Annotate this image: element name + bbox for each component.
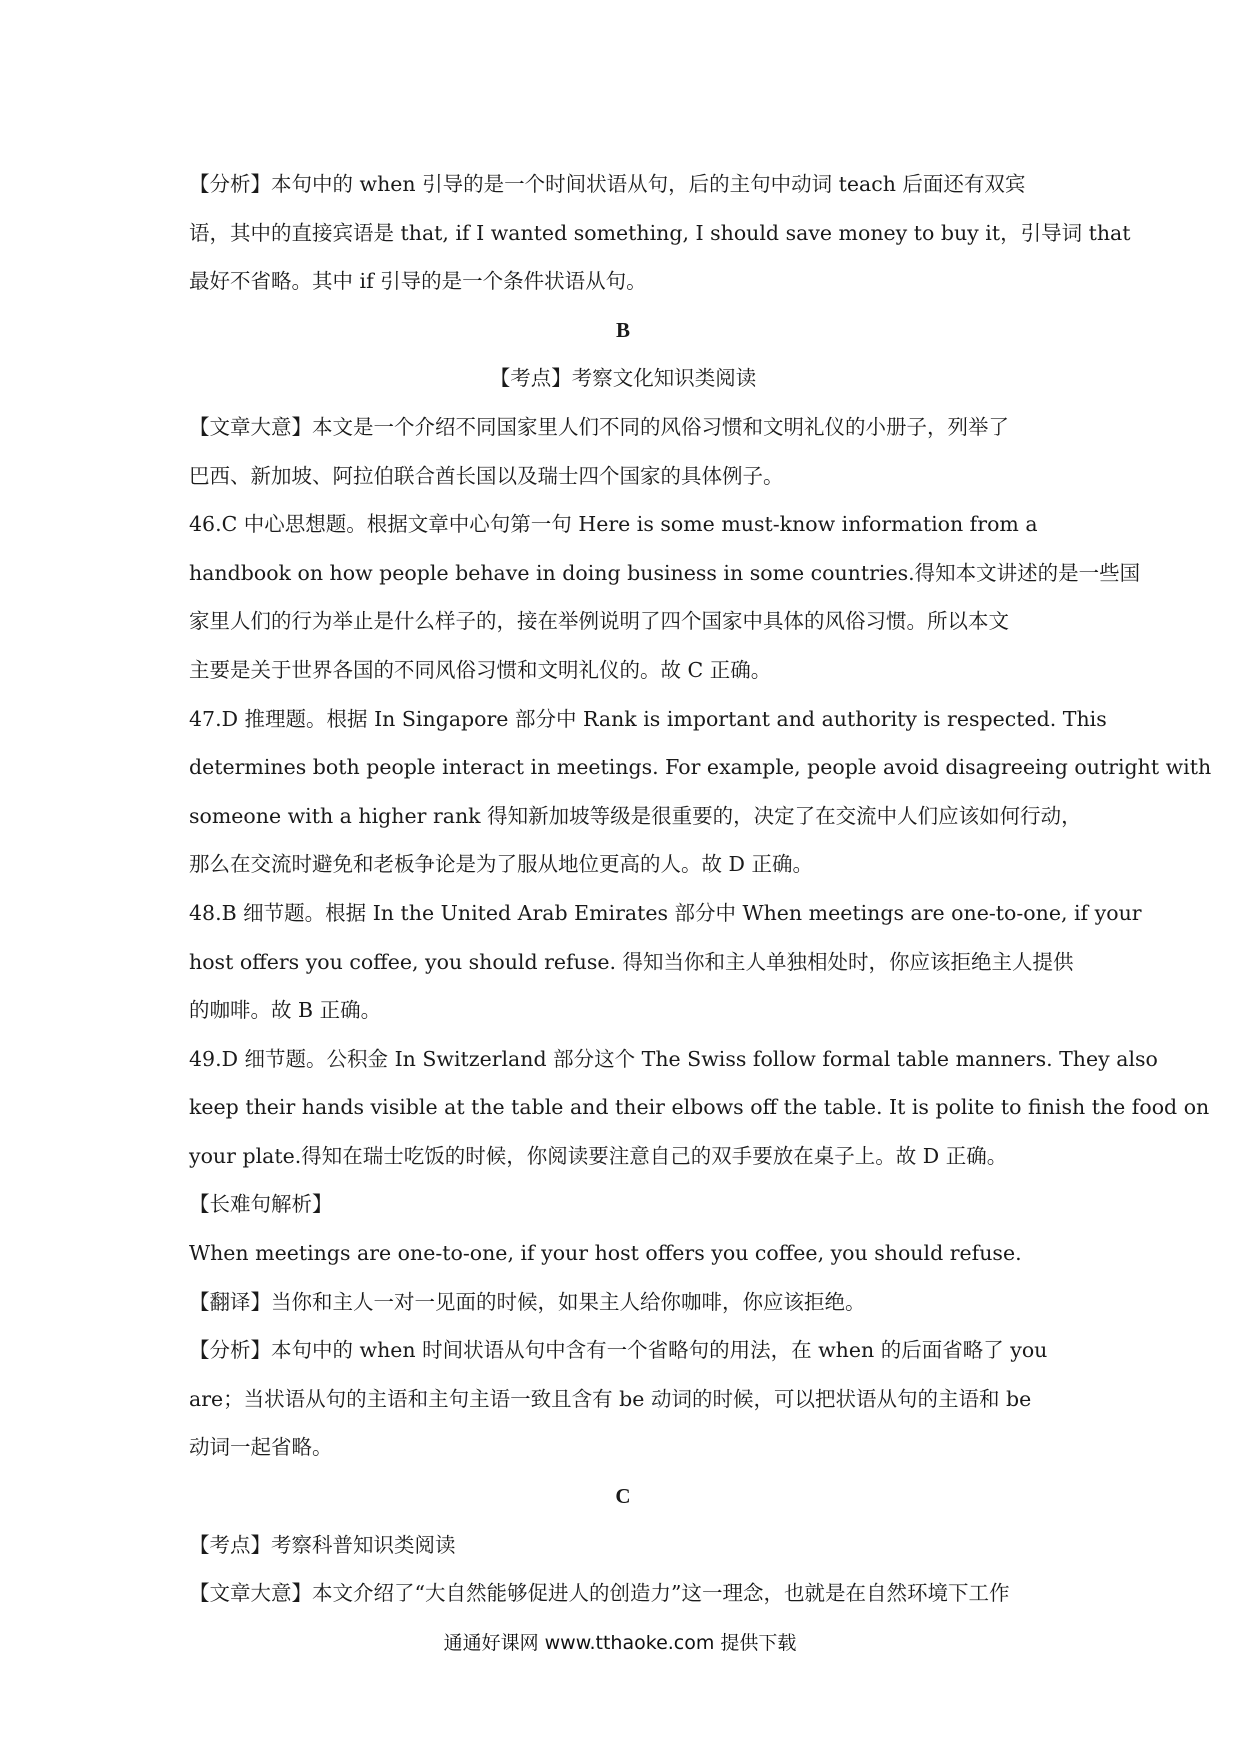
paragraph-line: host offers you coffee, you should refuse. 得知当你和主人单独相处时，你应该拒绝主人提供 [189, 949, 1074, 974]
section-heading-c: C [615, 1484, 631, 1509]
paragraph-line: 48.B 细节题。根据 In the United Arab Emirates 部分中 When meetings are one-to-one, if your [189, 900, 1142, 925]
section-heading-b: B [615, 317, 630, 342]
paragraph-line: someone with a higher rank 得知新加坡等级是很重要的，决定了在交流中人们应该如何行动， [189, 803, 1082, 828]
paragraph-line: 【文章大意】本文是一个介绍不同国家里人们不同的风俗习惯和文明礼仪的小册子，列举了 [189, 414, 1009, 439]
paragraph-line: 【考点】考察科普知识类阅读 [189, 1532, 456, 1557]
paragraph-line: 【分析】本句中的 when 时间状语从句中含有一个省略句的用法，在 when 的后面省略了 you [189, 1338, 1048, 1363]
paragraph-line: 语，其中的直接宾语是 that, if I wanted something, I should save money to buy it，引导词 that [189, 220, 1131, 245]
paragraph-line: 的咖啡。故 B 正确。 [189, 998, 382, 1023]
paragraph-line: 动词一起省略。 [189, 1435, 333, 1460]
paragraph-line: 主要是关于世界各国的不同风俗习惯和文明礼仪的。故 C 正确。 [189, 657, 772, 682]
paragraph-line: 最好不省略。其中 if 引导的是一个条件状语从句。 [189, 269, 647, 294]
paragraph-line: your plate.得知在瑞士吃饭的时候，你阅读要注意自己的双手要放在桌子上。故 D 正确。 [189, 1143, 1008, 1168]
page-footer: 通通好课网 www.tthaoke.com 提供下载 [443, 1632, 797, 1654]
paragraph-line: 46.C 中心思想题。根据文章中心句第一句 Here is some must-know information from a [189, 512, 1038, 537]
paragraph-line: 49.D 细节题。公积金 In Switzerland 部分这个 The Swiss follow formal table manners. They also [189, 1046, 1158, 1071]
paragraph-line: 那么在交流时避免和老板争论是为了服从地位更高的人。故 D 正确。 [189, 852, 813, 877]
paragraph-line: handbook on how people behave in doing business in some countries.得知本文讲述的是一些国 [189, 560, 1141, 585]
paragraph-line: 家里人们的行为举止是什么样子的，接在举例说明了四个国家中具体的风俗习惯。所以本文 [189, 609, 1009, 634]
paragraph-line: 【文章大意】本文介绍了“大自然能够促进人的创造力”这一理念，也就是在自然环境下工作 [189, 1581, 1010, 1606]
paragraph-line: 【分析】本句中的 when 引导的是一个时间状语从句，后的主句中动词 teach 后面还有双宾 [189, 172, 1026, 196]
paragraph-line: 【长难句解析】 [189, 1192, 333, 1217]
paragraph-line: determines both people interact in meetings. For example, people avoid disagreeing outright with [189, 755, 1212, 780]
paragraph-line: keep their hands visible at the table and their elbows off the table. It is polite to finish the food on [189, 1095, 1210, 1120]
paragraph-line: 巴西、新加坡、阿拉伯联合酋长国以及瑞士四个国家的具体例子。 [189, 463, 784, 488]
paragraph-line: When meetings are one-to-one, if your host offers you coffee, you should refuse. [189, 1241, 1022, 1266]
paragraph-line: are；当状语从句的主语和主句主语一致且含有 be 动词的时候，可以把状语从句的主语和 be [189, 1386, 1032, 1411]
paragraph-line: 【翻译】当你和主人一对一见面的时候，如果主人给你咖啡，你应该拒绝。 [189, 1289, 866, 1314]
section-subheading: 【考点】考察文化知识类阅读 [489, 366, 757, 391]
document-body [189, 160, 1212, 1618]
paragraph-line: 47.D 推理题。根据 In Singapore 部分中 Rank is important and authority is respected. This [189, 706, 1107, 731]
